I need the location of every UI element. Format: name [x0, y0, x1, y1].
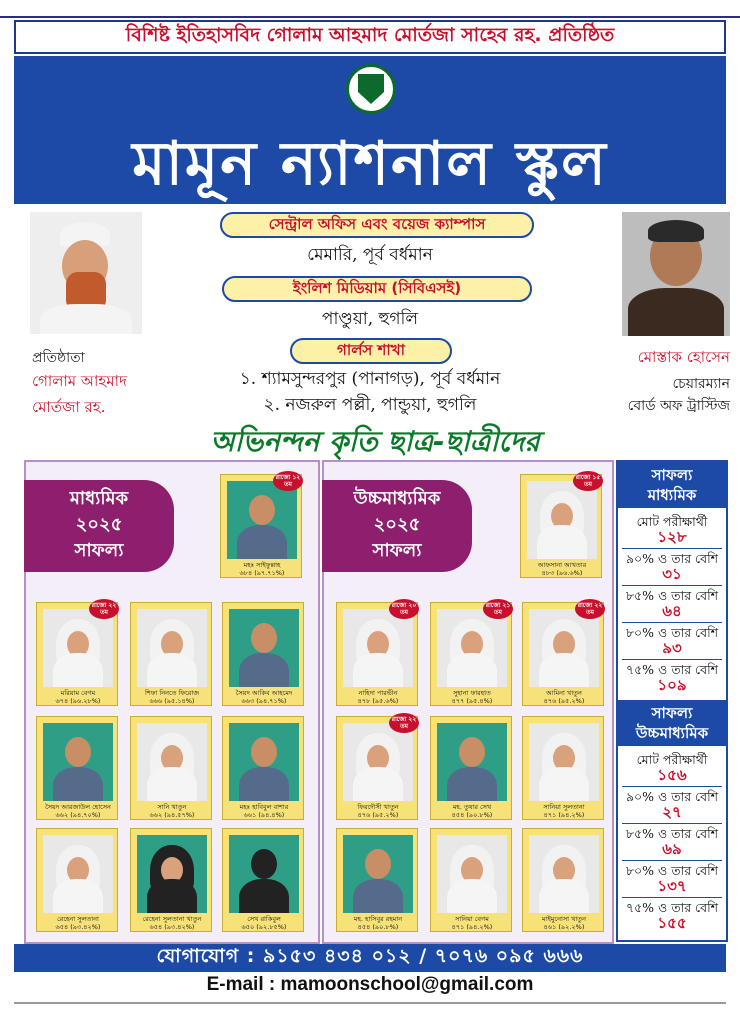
student-name-score	[225, 803, 303, 819]
hs-85-value: ৬৯	[662, 840, 682, 858]
student-score: ৪৭৬ (৯৫.২%)	[357, 811, 399, 819]
madhyamik-student-card	[36, 602, 118, 706]
student-name-score	[525, 915, 603, 931]
student-photo	[229, 609, 299, 687]
student-name-score	[133, 915, 211, 931]
student-photo	[343, 609, 413, 687]
chairman-role-2: বোর্ড অফ ট্রাস্টিজ	[627, 398, 730, 414]
girls-branch-label: গার্লস শাখা	[290, 338, 452, 364]
tagline-band	[14, 20, 726, 54]
student-score: ৪৮৩ (৯৬.৬%)	[541, 569, 583, 577]
student-name-score	[133, 689, 211, 705]
student-score: ৬৫৪ (৯৩.৪২%)	[55, 923, 101, 931]
chairman-name: মোস্তাক হোসেন	[637, 348, 730, 366]
student-photo	[227, 481, 297, 559]
student-name-score	[133, 803, 211, 819]
student-name: সৈয়দ আকিব আহমেদ	[235, 689, 293, 697]
student-name: আমিনা খাতুন	[546, 689, 582, 697]
student-score: ৬৬৬ (৯৫.১৪%)	[149, 697, 195, 705]
student-photo	[137, 723, 207, 801]
school-name: মামূন ন্যাশনাল স্কুল	[132, 129, 608, 199]
student-score: ৬৬২ (৯৪.৭০%)	[55, 811, 101, 819]
hs-90-value: ২৭	[662, 803, 682, 821]
tagline: বিশিষ্ট ইতিহাসবিদ গোলাম আহমাদ মোর্তজা সাহেব রহ. প্রতিষ্ঠিত	[125, 24, 615, 46]
hs-student-card	[336, 828, 418, 932]
madhyamik-total-value: ১২৮	[657, 528, 687, 546]
founder-name-1: গোলাম আহমাদ	[32, 372, 127, 390]
student-name: সুহানা ফারহাত	[453, 689, 491, 697]
chairman-role-1: চেয়ারম্যান	[672, 376, 730, 392]
madhyamik-student-card	[130, 828, 212, 932]
congratulations-heading: অভিনন্দন কৃতি ছাত্র-ছাত্রীদের	[210, 425, 540, 458]
madhyamik-75-value: ১০৯	[657, 676, 687, 694]
student-name-score	[39, 689, 117, 705]
student-photo	[529, 723, 599, 801]
madhyamik-80-label: ৮০% ও তার বেশি	[625, 625, 719, 640]
student-score: ৪৫৪ (৯০.৮%)	[451, 811, 493, 819]
student-name: সেখ রাকিবুল	[247, 915, 281, 923]
student-photo	[137, 609, 207, 687]
student-photo	[529, 609, 599, 687]
student-score: ৪৫৪ (৯০.৮%)	[357, 923, 399, 931]
student-photo	[343, 835, 413, 913]
student-name: মরিয়াম বেগম	[60, 689, 96, 697]
founder-name-2: মোর্তজা রহ.	[32, 398, 106, 416]
hs-75-label: ৭৫% ও তার বেশি	[625, 900, 719, 915]
state-rank-badge: রাজ্যে ২১ তম	[483, 599, 513, 619]
central-campus-place: মেমারি, পূর্ব বর্ধমান	[307, 245, 433, 265]
madhyamik-badge-line-1: মাধ্যমিক	[69, 488, 129, 509]
top-rule	[0, 0, 740, 18]
student-name-score	[339, 689, 417, 705]
hs-badge	[322, 480, 472, 572]
hs-85-label: ৮৫% ও তার বেশি	[625, 826, 719, 841]
student-score: ৬৬১ (৯৪.৪%)	[243, 811, 285, 819]
student-name-score	[433, 803, 511, 819]
student-name-score	[339, 803, 417, 819]
hs-75-value: ১৫৫	[657, 914, 687, 932]
student-name: সৈয়দ আরজাউল হোসেন	[45, 803, 111, 811]
student-score: ৪৬১ (৯২.২%)	[543, 923, 585, 931]
girls-branch-1: ১. শ্যামসুন্দরপুর (পানাগড়), পূর্ব বর্ধমান	[239, 369, 501, 389]
student-name: মাইমুনোসা খাতুন	[541, 915, 587, 923]
school-logo-icon	[346, 64, 396, 114]
english-medium-place: পাণ্ডুয়া, হুগলি	[321, 309, 419, 329]
bottom-rule	[14, 1002, 726, 1004]
student-name-score	[39, 915, 117, 931]
madhyamik-student-card	[36, 716, 118, 820]
girls-branch-2: ২. নজরুল পল্লী, পান্ডুয়া, হুগলি	[263, 395, 477, 415]
hs-student-card	[336, 716, 418, 820]
madhyamik-80-value: ৯৩	[662, 639, 682, 657]
student-score: ৬৫০ (৯২.৮৫%)	[241, 923, 287, 931]
madhyamik-student-card	[222, 828, 304, 932]
hs-badge-line-1: উচ্চমাধ্যমিক	[353, 488, 441, 509]
madhyamik-total-label: মোট পরীক্ষার্থী	[636, 514, 708, 529]
student-name: মহ. তুষার সেখ	[452, 803, 492, 811]
student-name: আফসানা আখতার	[537, 561, 587, 569]
state-rank-badge: রাজ্যে ১২ তম	[273, 471, 303, 491]
madhyamik-badge	[24, 480, 174, 572]
state-rank-badge: রাজ্যে ১৫ তম	[573, 471, 603, 491]
student-score: ৪৭১ (৯৪.২%)	[451, 923, 493, 931]
student-name-score	[433, 689, 511, 705]
student-score: ৪৭৬ (৯৫.২%)	[543, 697, 585, 705]
hs-student-card	[336, 602, 418, 706]
madhyamik-90-label: ৯০% ও তার বেশি	[625, 551, 719, 566]
hs-total-value: ১৫৬	[657, 766, 687, 784]
student-name: মহঃ সাইফুল্লাহ	[243, 561, 281, 569]
student-score: ৬৫৪ (৯৩.৪২%)	[149, 923, 195, 931]
student-photo	[229, 835, 299, 913]
student-name: মহঃ হাবিবুল বাশার	[239, 803, 289, 811]
hs-stats-title-1: সাফল্য	[651, 704, 693, 722]
hs-badge-line-2: ২০২৫	[373, 514, 421, 535]
hs-student-card	[430, 828, 512, 932]
student-score: ৪৭১ (৯৪.২%)	[543, 811, 585, 819]
student-name-score	[525, 803, 603, 819]
madhyamik-85-value: ৬৪	[662, 602, 682, 620]
english-medium-label: ইংলিশ মিডিয়াম (সিবিএসই)	[222, 276, 532, 302]
hs-stats-title-2: উচ্চমাধ্যমিক	[635, 724, 709, 742]
madhyamik-student-card	[220, 474, 302, 578]
hs-stats-header	[618, 700, 726, 746]
madhyamik-85-label: ৮৫% ও তার বেশি	[625, 588, 719, 603]
results-stats-panel	[616, 460, 728, 942]
madhyamik-badge-line-2: ২০২৫	[75, 514, 123, 535]
student-score: ৪৭৭ (৯৫.৪%)	[451, 697, 493, 705]
state-rank-badge: রাজ্যে ২০ তম	[389, 599, 419, 619]
madhyamik-student-card	[36, 828, 118, 932]
hs-student-card	[430, 716, 512, 820]
founder-photo	[30, 212, 142, 334]
contact-phone-bar: যোগাযোগ : ৯১৫৩ ৪৩৪ ০১২ / ৭০৭৬ ০৯৫ ৬৬৬	[14, 944, 726, 972]
student-photo	[529, 835, 599, 913]
student-name-score	[339, 915, 417, 931]
madhyamik-75-label: ৭৫% ও তার বেশি	[625, 662, 719, 677]
chairman-photo	[622, 212, 730, 336]
student-score: ৬৬৩ (৯৪.৭১%)	[241, 697, 287, 705]
hs-student-card	[522, 716, 604, 820]
student-score: ৬৭৪ (৯৬.২৮%)	[55, 697, 101, 705]
student-name: শিফা নিনতে ফিরোজ	[144, 689, 200, 697]
student-score: ৪৭৮ (৯৫.৬%)	[357, 697, 399, 705]
student-photo	[43, 609, 113, 687]
hero-banner	[14, 56, 726, 204]
student-name: রেহেনা সুলতানা খাতুন	[142, 915, 202, 923]
student-score: ৬৮৪ (৯৭.৭১%)	[239, 569, 285, 577]
student-photo	[43, 723, 113, 801]
student-name: রেহেনা সুলতানা	[57, 915, 99, 923]
hs-80-value: ১৩৭	[657, 877, 687, 895]
central-campus-label: সেন্ট্রাল অফিস এবং বয়েজ ক্যাম্পাস	[220, 212, 534, 238]
hs-total-label: মোট পরীক্ষার্থী	[636, 752, 708, 767]
student-photo	[137, 835, 207, 913]
student-name-score	[525, 689, 603, 705]
student-score: ৬৬২ (৯৪.৫৭%)	[149, 811, 195, 819]
student-name: সানিয়া সুলতানা	[543, 803, 585, 811]
hs-student-card	[522, 602, 604, 706]
student-name: সানি খাতুন	[157, 803, 187, 811]
student-name-score	[225, 915, 303, 931]
student-photo	[437, 723, 507, 801]
madhyamik-student-card	[130, 716, 212, 820]
hs-90-label: ৯০% ও তার বেশি	[625, 789, 719, 804]
state-rank-badge: রাজ্যে ২২ তম	[389, 713, 419, 733]
madhyamik-stats-header	[618, 462, 726, 508]
madhyamik-badge-line-3: সাফল্য	[74, 540, 124, 561]
hs-student-card	[430, 602, 512, 706]
contact-email: E-mail : mamoonschool@gmail.com	[206, 974, 534, 995]
student-photo	[343, 723, 413, 801]
student-photo	[437, 835, 507, 913]
student-photo	[229, 723, 299, 801]
state-rank-badge: রাজ্যে ২২ তম	[575, 599, 605, 619]
student-photo	[437, 609, 507, 687]
student-name: ফিরদৌসী খাতুন	[357, 803, 399, 811]
hs-badge-line-3: সাফল্য	[372, 540, 422, 561]
hs-80-label: ৮০% ও তার বেশি	[625, 863, 719, 878]
student-name-score	[225, 689, 303, 705]
student-name: নাহিদা পারভীন	[358, 689, 398, 697]
hs-student-card	[522, 828, 604, 932]
student-name-score	[523, 561, 601, 577]
student-photo	[43, 835, 113, 913]
madhyamik-stats-title-1: সাফল্য	[651, 466, 693, 484]
student-name-score	[39, 803, 117, 819]
founder-role: প্রতিষ্ঠাতা	[32, 350, 85, 366]
madhyamik-student-card	[130, 602, 212, 706]
madhyamik-student-card	[222, 716, 304, 820]
state-rank-badge: রাজ্যে ২২ তম	[89, 599, 119, 619]
student-name-score	[223, 561, 301, 577]
madhyamik-student-card	[222, 602, 304, 706]
madhyamik-90-value: ৩১	[662, 565, 682, 583]
student-name: মহ. হাসিবুর রহমান	[353, 915, 403, 923]
student-name: সানিয়া বেগম	[455, 915, 489, 923]
madhyamik-stats-title-2: মাধ্যমিক	[647, 486, 697, 504]
student-photo	[527, 481, 597, 559]
student-name-score	[433, 915, 511, 931]
hs-student-card	[520, 474, 602, 578]
